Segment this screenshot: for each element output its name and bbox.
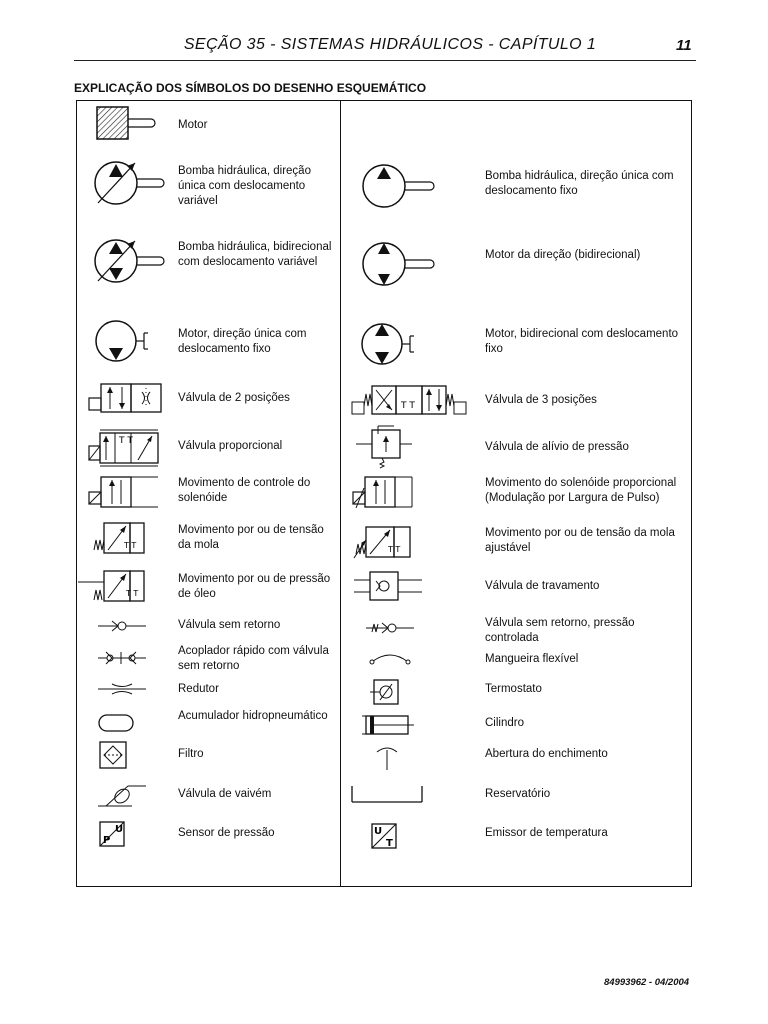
label-pressure-sensor: Sensor de pressão: [178, 827, 275, 839]
label-spring-actuation: Movimento por ou de tensão da mola: [178, 524, 324, 551]
svg-text:T T: T T: [126, 589, 139, 598]
label-quick-coupler: Acoplador rápido com válvula sem retorno: [178, 645, 329, 672]
column-divider: [340, 100, 341, 887]
pressure-sensor-icon: [98, 820, 128, 848]
fixed-motor-bidirectional-icon: [356, 318, 426, 370]
pressure-check-valve-icon: [364, 620, 416, 636]
flexible-hose-icon: [364, 650, 416, 666]
label-steering-motor: Motor da direção (bidirecional): [485, 249, 641, 261]
fill-opening-icon: [372, 742, 402, 772]
label-fixed-motor-bidirectional: Motor, bidirecional com deslocamento fixo: [485, 328, 679, 355]
label-pwm-solenoid: Movimento do solenóide proporcional (Modulação por Largura de Pulso): [485, 477, 677, 504]
page-number: 11: [676, 37, 692, 54]
label-variable-pump-bidirectional: Bomba hidráulica, bidirecional com deslocamento variável: [178, 241, 332, 268]
label-cylinder: Cilindro: [485, 717, 524, 729]
fixed-motor-unidirectional-icon: [90, 316, 156, 366]
temperature-emitter-glyph-u: U: [374, 826, 383, 837]
document-code: 84993962 - 04/2004: [604, 977, 690, 988]
variable-pump-bidirectional-icon: [88, 232, 170, 290]
label-3-position-valve: Válvula de 3 posições: [485, 394, 597, 406]
fixed-pump-unidirectional-icon: [358, 160, 440, 212]
three-position-valve-icon: [350, 382, 468, 418]
two-position-valve-icon: [86, 380, 164, 416]
steering-motor-icon: [358, 238, 440, 290]
svg-text:T T: T T: [388, 545, 401, 554]
label-check-valve: Válvula sem retorno: [178, 619, 281, 631]
label-shuttle-valve: Válvula de vaivém: [178, 788, 272, 800]
label-oil-pressure-actuation: Movimento por ou de pressão de óleo: [178, 573, 331, 600]
reservoir-icon: [350, 784, 426, 806]
temperature-emitter-glyph-t: T: [386, 838, 393, 849]
pressure-sensor-glyph-u: U: [115, 824, 124, 835]
proportional-valve-icon: [86, 428, 164, 468]
label-lock-valve: Válvula de travamento: [485, 580, 600, 592]
filter-icon: [98, 740, 130, 770]
label-2-position-valve: Válvula de 2 posições: [178, 392, 290, 404]
shuttle-valve-icon: [96, 780, 150, 812]
label-fixed-pump-unidirectional: Bomba hidráulica, direção única com deslocamento fixo: [485, 170, 674, 197]
svg-text:T T: T T: [119, 436, 133, 446]
quick-coupler-icon: [96, 648, 148, 668]
label-variable-pump-unidirectional: Bomba hidráulica, direção única com deslocamento variável: [178, 165, 311, 207]
label-pressure-check-valve: Válvula sem retorno, pressão controlada: [485, 617, 635, 644]
header-divider: [74, 60, 696, 61]
label-temperature-emitter: Emissor de temperatura: [485, 827, 608, 839]
label-relief-valve: Válvula de alívio de pressão: [485, 441, 629, 453]
label-fill-opening: Abertura do enchimento: [485, 748, 608, 760]
pwm-solenoid-icon: [350, 474, 428, 510]
cylinder-icon: [360, 712, 416, 738]
svg-text:T T: T T: [401, 401, 415, 411]
spring-actuation-icon: [90, 520, 156, 556]
label-reducer: Redutor: [178, 683, 219, 695]
reducer-icon: [96, 682, 148, 696]
page-header-title: SEÇÃO 35 - SISTEMAS HIDRÁULICOS - CAPÍTULO 1: [183, 36, 597, 53]
section-heading: EXPLICAÇÃO DOS SÍMBOLOS DO DESENHO ESQUEMÁTICO: [74, 81, 427, 95]
label-thermostat: Termostato: [485, 683, 542, 695]
motor-symbol-icon: [92, 104, 162, 144]
adjustable-spring-icon: [352, 524, 418, 560]
check-valve-icon: [96, 618, 148, 634]
label-fixed-motor-unidirectional: Motor, direção única com deslocamento fixo: [178, 328, 307, 355]
temperature-emitter-icon: [370, 822, 400, 850]
variable-pump-unidirectional-icon: [88, 155, 170, 211]
label-adjustable-spring: Movimento por ou de tensão da mola ajustável: [485, 527, 675, 554]
label-filter: Filtro: [178, 748, 204, 760]
lock-valve-icon: [352, 570, 424, 602]
svg-text:T T: T T: [124, 541, 137, 550]
label-motor: Motor: [178, 119, 208, 131]
label-reservoir: Reservatório: [485, 788, 551, 800]
solenoid-control-icon: [86, 474, 164, 510]
pressure-sensor-glyph-p: P: [103, 835, 111, 846]
thermostat-icon: [368, 678, 402, 706]
accumulator-icon: [96, 712, 136, 734]
relief-valve-icon: [354, 424, 414, 470]
label-flexible-hose: Mangueira flexível: [485, 653, 579, 665]
label-accumulator: Acumulador hidropneumático: [178, 710, 328, 722]
oil-pressure-actuation-icon: [76, 568, 156, 604]
label-solenoid-control: Movimento de controle do solenóide: [178, 477, 311, 504]
label-proportional-valve: Válvula proporcional: [178, 440, 283, 452]
